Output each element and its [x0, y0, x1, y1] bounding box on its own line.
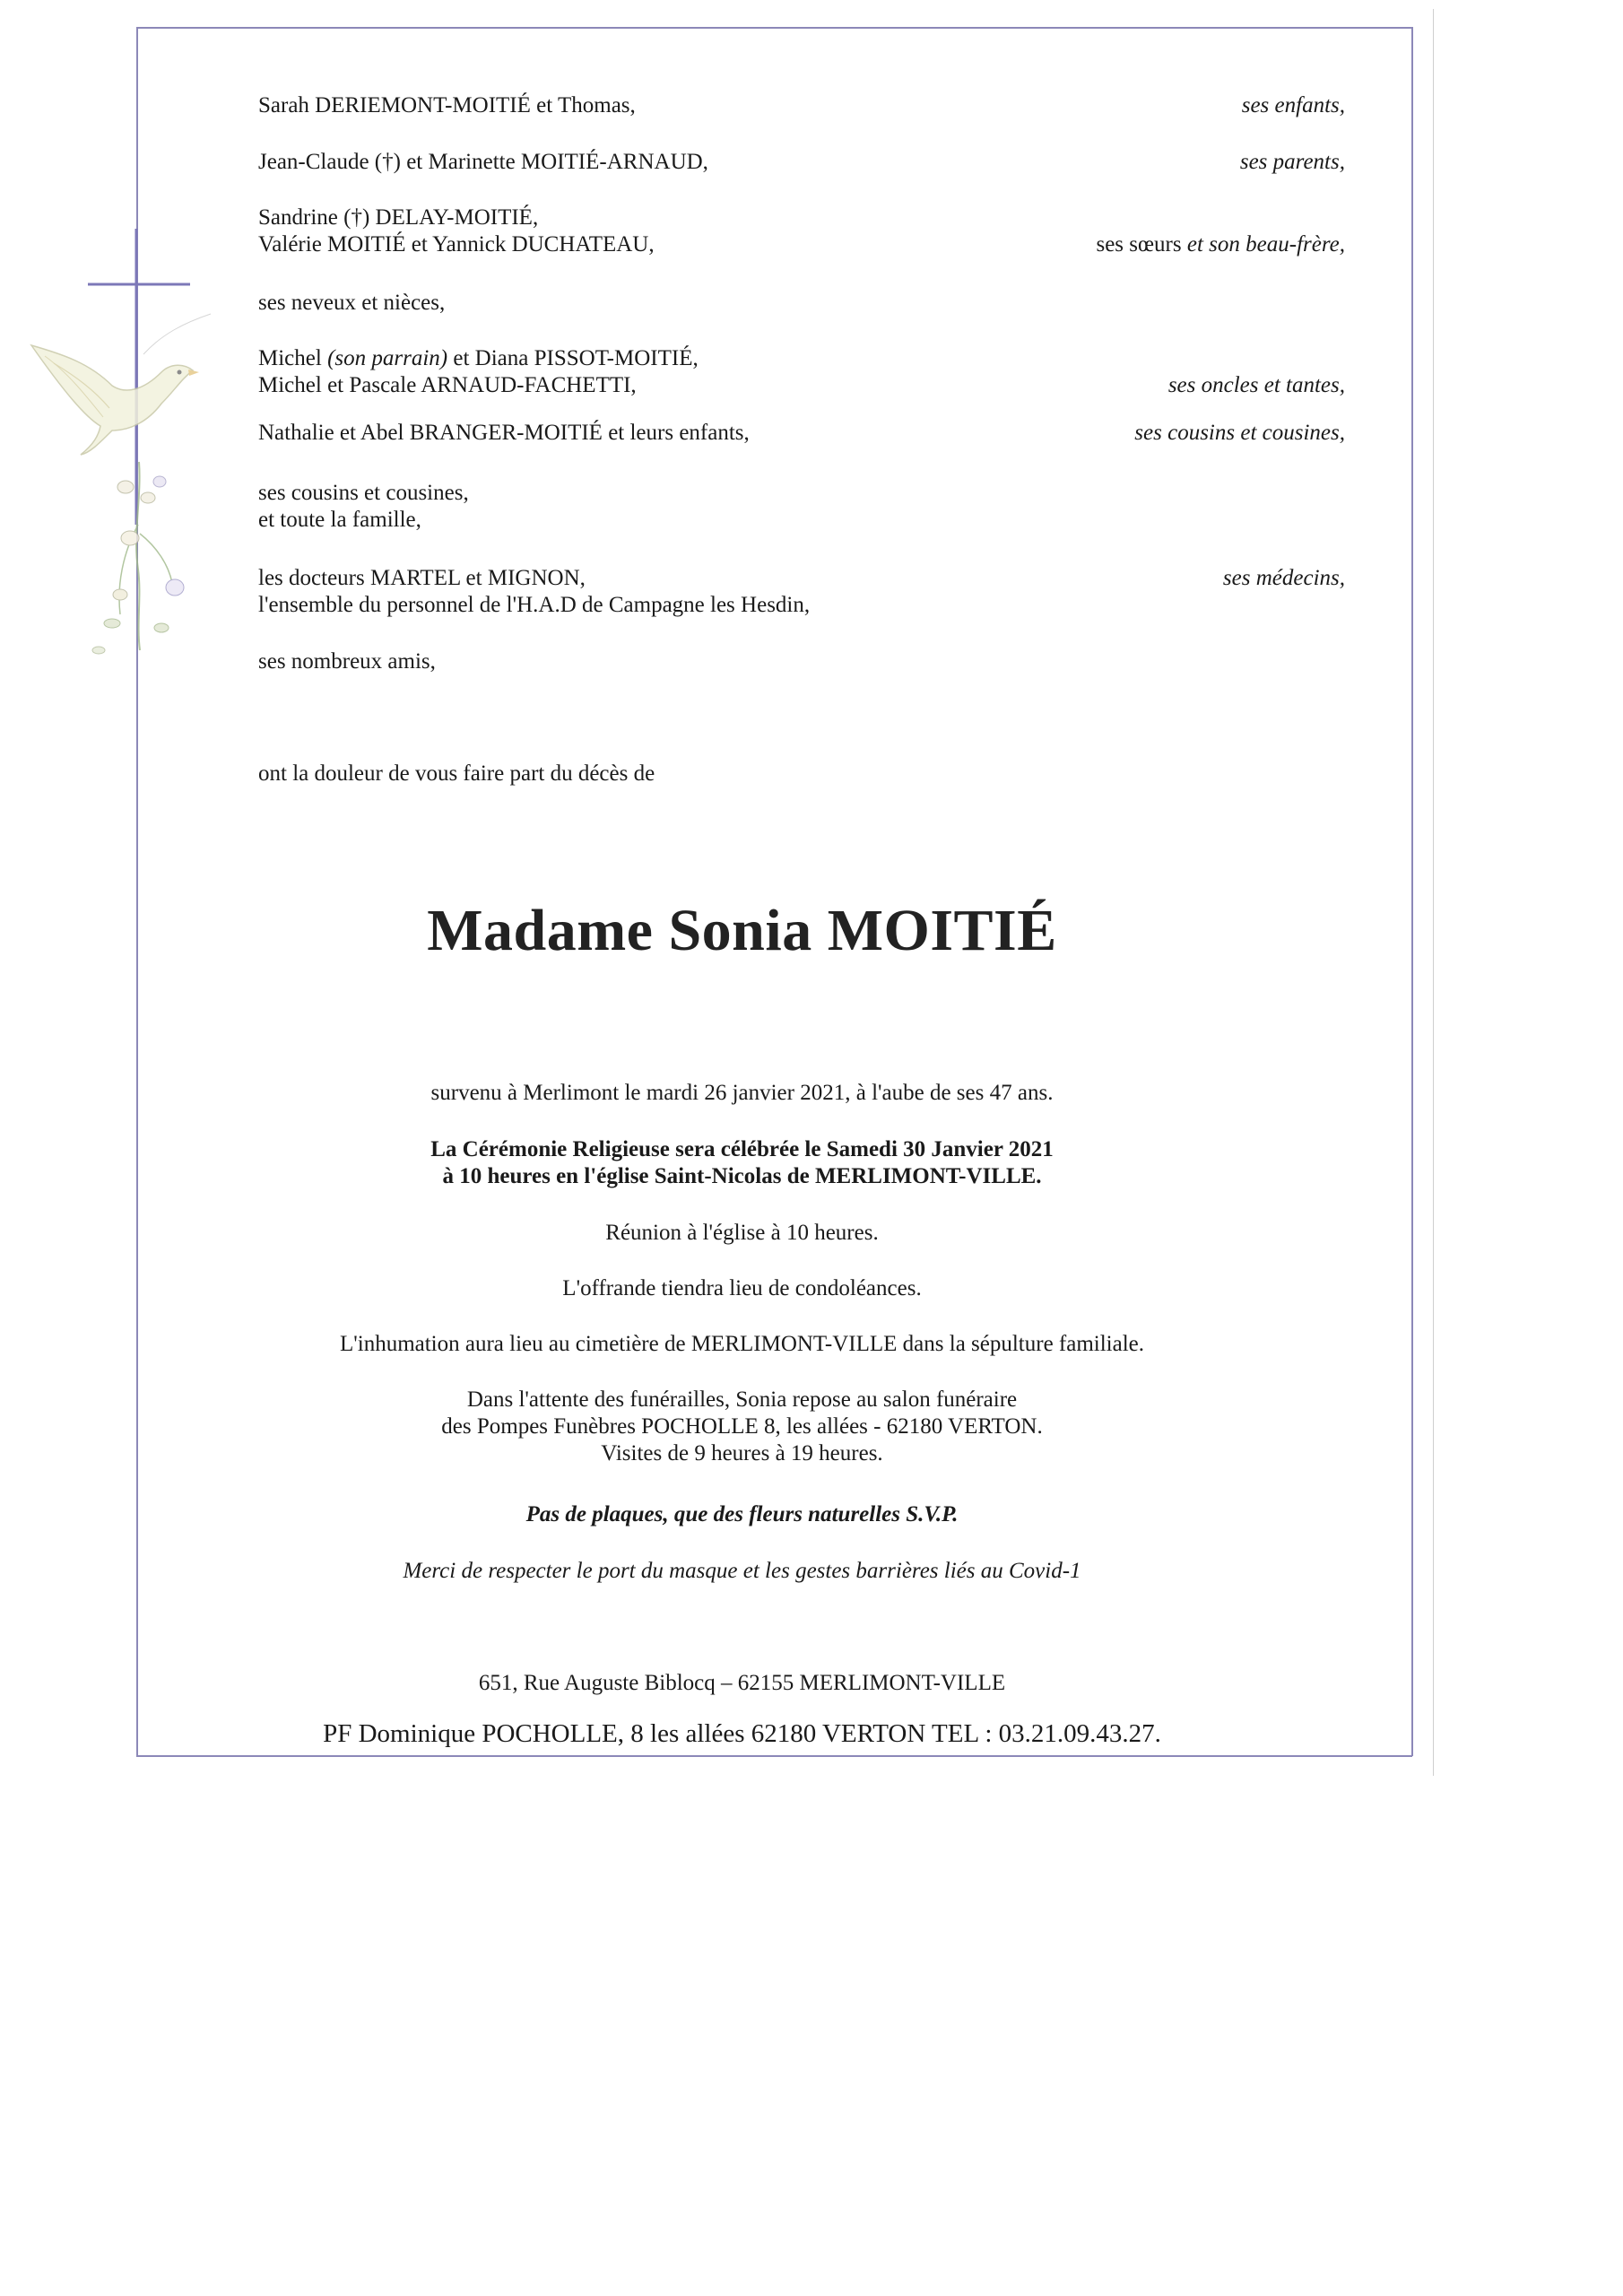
cross-dove-emblem	[27, 229, 233, 677]
flowers-note: Pas de plaques, que des fleurs naturelles S.V.P.	[525, 1502, 959, 1526]
rest-line-2: des Pompes Funèbres POCHOLLE 8, les allées - 62180 VERTON.	[441, 1414, 1043, 1439]
frame-bottom-border	[136, 1755, 1412, 1757]
visits-line: Visites de 9 heures à 19 heures.	[601, 1441, 883, 1465]
announcement-line: ont la douleur de vous faire part du décès de	[258, 761, 655, 786]
family-doctors-relation: ses médecins,	[1222, 566, 1345, 590]
siblings-relation-part1: ses sœurs	[1096, 232, 1182, 257]
godfather-role: (son parrain)	[327, 346, 448, 370]
family-siblings-relation	[1096, 231, 1345, 258]
family-children-relation: ses enfants,	[1241, 93, 1345, 117]
godfather-name: Michel	[258, 346, 328, 370]
ceremony-line-1: La Cérémonie Religieuse sera célébrée le Samedi 30 Janvier 2021	[430, 1137, 1054, 1161]
home-address: 651, Rue Auguste Biblocq – 62155 MERLIMONT-VILLE	[478, 1671, 1006, 1695]
offering-line: L'offrande tiendra lieu de condoléances.	[562, 1276, 922, 1300]
covid-note: Merci de respecter le port du masque et les gestes barrières liés au Covid-1	[403, 1559, 1081, 1583]
family-had-staff-line: l'ensemble du personnel de l'H.A.D de Campagne les Hesdin,	[258, 593, 811, 617]
godfather-spouse: et Diana PISSOT-MOITIÉ,	[447, 346, 699, 370]
ceremony-line-2: à 10 heures en l'église Saint-Nicolas de MERLIMONT-VILLE.	[442, 1164, 1042, 1188]
family-uncles-aunts-relation: ses oncles et tantes,	[1167, 373, 1345, 397]
siblings-relation-part2: et son beau-frère,	[1181, 232, 1345, 257]
family-friends-line: ses nombreux amis,	[258, 649, 436, 674]
funeral-home-footer: PF Dominique POCHOLLE, 8 les allées 62180 VERTON TEL : 03.21.09.43.27.	[323, 1719, 1161, 1748]
family-uncle-aunt-names: Michel et Pascale ARNAUD-FACHETTI,	[258, 373, 637, 397]
family-parents-relation: ses parents,	[1239, 150, 1345, 174]
family-whole-family-line: et toute la famille,	[258, 508, 421, 532]
frame-right-border	[1411, 27, 1413, 1756]
family-sister-brother-in-law-names: Valérie MOITIÉ et Yannick DUCHATEAU,	[258, 232, 655, 257]
dove-icon	[31, 314, 211, 455]
frame-top-border	[136, 27, 1412, 29]
meeting-line: Réunion à l'église à 10 heures.	[605, 1221, 879, 1245]
flowers-icon	[92, 462, 184, 654]
death-details: survenu à Merlimont le mardi 26 janvier 2021, à l'aube de ses 47 ans.	[430, 1081, 1054, 1105]
family-cousins-line: ses cousins et cousines,	[258, 481, 469, 505]
family-children-names: Sarah DERIEMONT-MOITIÉ et Thomas,	[258, 93, 636, 117]
family-godfather-line	[258, 345, 699, 372]
family-cousins-relation: ses cousins et cousines,	[1134, 421, 1345, 445]
family-parents-names: Jean-Claude (†) et Marinette MOITIÉ-ARNAUD,	[258, 150, 708, 174]
rest-line-1: Dans l'attente des funérailles, Sonia repose au salon funéraire	[466, 1387, 1018, 1412]
family-nephews-nieces: ses neveux et nièces,	[258, 291, 446, 315]
family-sister-name: Sandrine (†) DELAY-MOITIÉ,	[258, 205, 539, 230]
family-cousins-names: Nathalie et Abel BRANGER-MOITIÉ et leurs enfants,	[258, 421, 750, 445]
family-doctors-names: les docteurs MARTEL et MIGNON,	[258, 566, 586, 590]
burial-line: L'inhumation aura lieu au cimetière de MERLIMONT-VILLE dans la sépulture familiale.	[339, 1332, 1145, 1356]
deceased-name: Madame Sonia MOITIÉ	[427, 898, 1057, 963]
